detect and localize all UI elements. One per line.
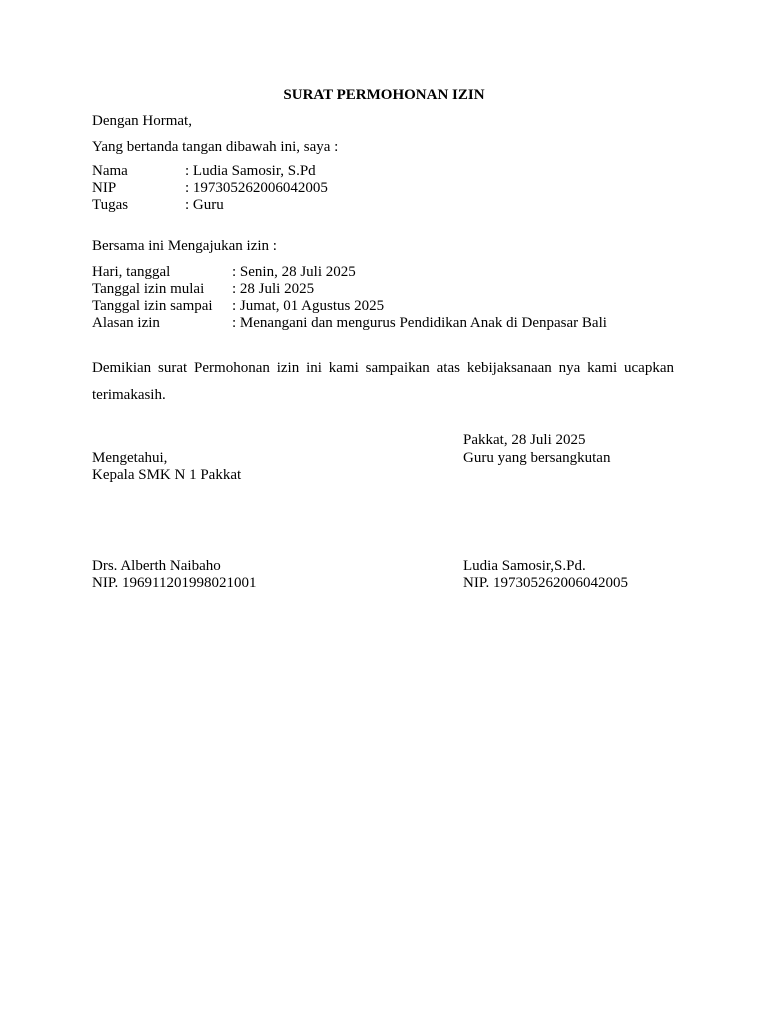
leave-value: : Jumat, 01 Agustus 2025 (232, 298, 385, 314)
identity-label: NIP (92, 180, 117, 196)
left-signature-name: Drs. Alberth Naibaho (92, 558, 221, 574)
place-date: Pakkat, 28 Juli 2025 (463, 432, 586, 448)
identity-row-name (92, 163, 316, 180)
leave-row-day (92, 264, 356, 281)
identity-row-nip (92, 180, 328, 197)
leave-row-end (92, 298, 384, 315)
right-signature-nip: NIP. 197305262006042005 (463, 575, 629, 591)
leave-label: Tanggal izin sampai (92, 298, 213, 314)
identity-label: Nama (92, 163, 128, 179)
right-signature-role: Guru yang bersangkutan (463, 450, 611, 466)
right-signature-name: Ludia Samosir,S.Pd. (463, 558, 586, 574)
leave-label: Alasan izin (92, 315, 160, 331)
leave-label: Tanggal izin mulai (92, 281, 205, 297)
leave-value: : 28 Juli 2025 (232, 281, 315, 297)
identity-value: : 197305262006042005 (185, 180, 328, 196)
closing-paragraph: Demikian surat Permohonan izin ini kami sampaikan atas kebijaksanaan nya kami ucapkan terimakasih. (92, 360, 674, 403)
request-intro: Bersama ini Mengajukan izin : (92, 238, 277, 254)
leave-row-reason (92, 315, 607, 332)
identity-row-tugas (92, 197, 224, 214)
salutation: Dengan Hormat, (92, 113, 192, 129)
identity-label: Tugas (92, 197, 129, 213)
leave-label: Hari, tanggal (92, 264, 171, 280)
identity-value: : Guru (185, 197, 224, 213)
left-signature-position: Kepala SMK N 1 Pakkat (92, 467, 242, 483)
leave-value: : Menangani dan mengurus Pendidikan Anak di Denpasar Bali (232, 315, 607, 331)
intro-text: Yang bertanda tangan dibawah ini, saya : (92, 139, 339, 155)
leave-value: : Senin, 28 Juli 2025 (232, 264, 356, 280)
letter-title: SURAT PERMOHONAN IZIN (283, 87, 485, 103)
identity-value: : Ludia Samosir, S.Pd (185, 163, 316, 179)
left-signature-nip: NIP. 196911201998021001 (92, 575, 257, 591)
left-signature-acknowledged: Mengetahui, (92, 450, 168, 466)
leave-row-start (92, 281, 314, 298)
